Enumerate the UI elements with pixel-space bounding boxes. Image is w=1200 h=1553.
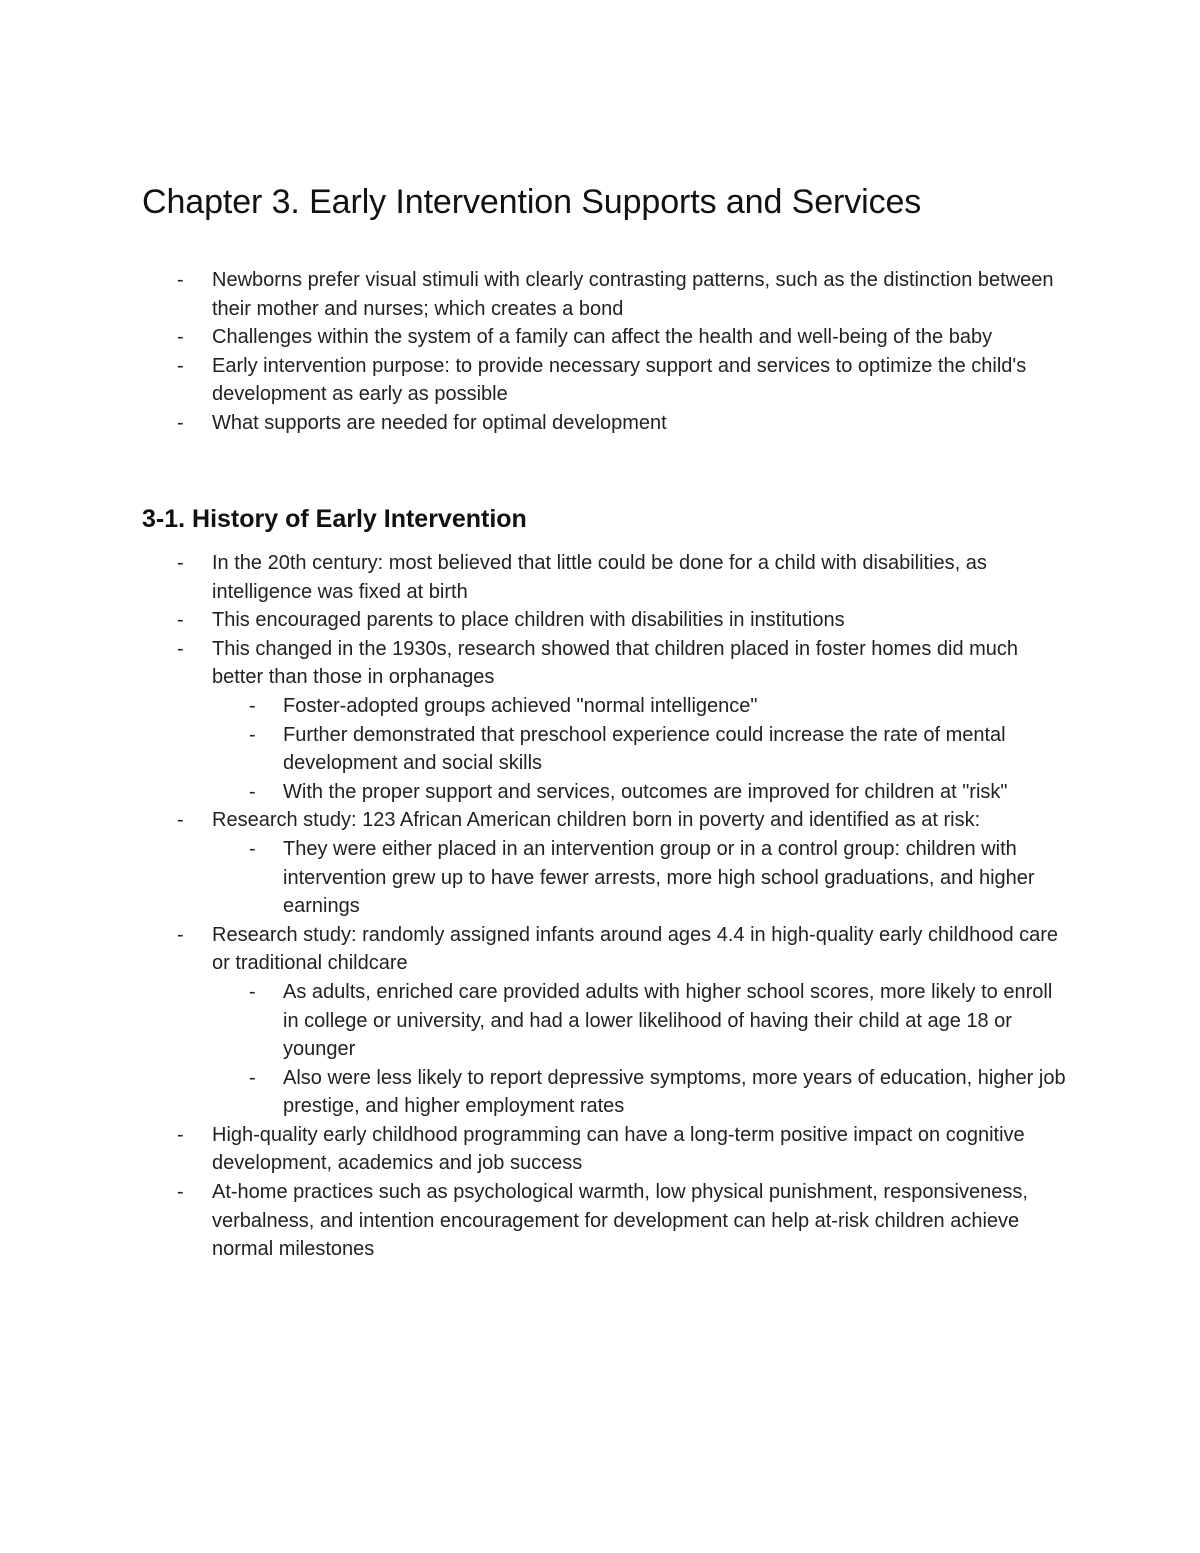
sub-list-item: - Also were less likely to report depressive symptoms, more years of education, higher job prestige, and higher employment rates: [0, 1064, 1073, 1121]
history-list: [0, 549, 1200, 1264]
sub-list-item: - As adults, enriched care provided adults with higher school scores, more likely to enroll in college or university, and had a lower likelihood of having their child at age 18 or younger: [0, 978, 1073, 1064]
chapter-intro-list: [0, 266, 1200, 438]
sub-list-item: - Further demonstrated that preschool experience could increase the rate of mental development and social skills: [0, 721, 1073, 778]
list-item: - What supports are needed for optimal development: [0, 409, 1072, 438]
sub-list-item: - They were either placed in an intervention group or in a control group: children with intervention grew up to have fewer arrests, more high school graduations, and higher earnings: [0, 835, 1073, 921]
list-item: - Research study: 123 African American children born in poverty and identified as at risk:: [0, 806, 1072, 835]
sub-list-item: - Foster-adopted groups achieved "normal intelligence": [0, 692, 1073, 721]
list-item: - Newborns prefer visual stimuli with clearly contrasting patterns, such as the distinction between their mother and nurses; which creates a bond: [0, 266, 1072, 323]
list-item: - At-home practices such as psychological warmth, low physical punishment, responsiveness, verbalness, and intention encouragement for development can help at-risk children achieve normal milestones: [0, 1178, 1072, 1264]
list-item: - In the 20th century: most believed that little could be done for a child with disabilities, as intelligence was fixed at birth: [0, 549, 1072, 606]
section-title: 3-1. History of Early Intervention: [142, 505, 527, 533]
sub-list-item: - With the proper support and services, outcomes are improved for children at "risk": [0, 778, 1073, 807]
list-item: - High-quality early childhood programming can have a long-term positive impact on cognitive development, academics and job success: [0, 1121, 1072, 1178]
list-item: - This encouraged parents to place children with disabilities in institutions: [0, 606, 1072, 635]
list-item: - Research study: randomly assigned infants around ages 4.4 in high-quality early childhood care or traditional childcare: [0, 921, 1072, 978]
chapter-title: Chapter 3. Early Intervention Supports and Services: [142, 183, 922, 221]
list-item: - Early intervention purpose: to provide necessary support and services to optimize the child's development as early as possible: [0, 352, 1072, 409]
list-item: - This changed in the 1930s, research showed that children placed in foster homes did much better than those in orphanages: [0, 635, 1072, 692]
list-item: - Challenges within the system of a family can affect the health and well-being of the baby: [0, 323, 1072, 352]
